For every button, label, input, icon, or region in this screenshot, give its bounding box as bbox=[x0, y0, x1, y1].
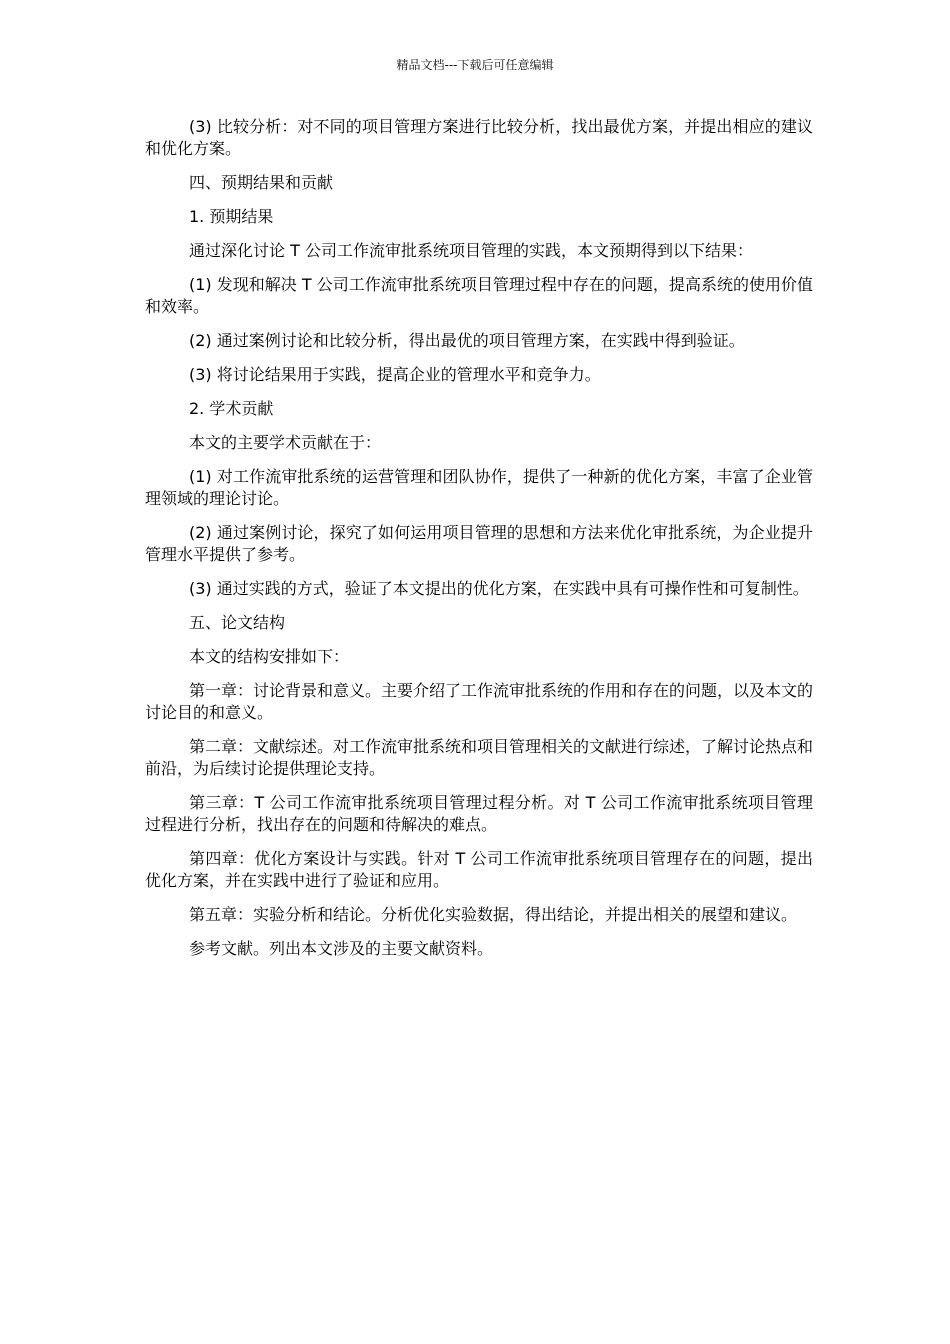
paragraph-chapter-5: 第五章：实验分析和结论。分析优化实验数据，得出结论，并提出相关的展望和建议。 bbox=[189, 905, 798, 924]
paragraph-contribution-3: (3) 通过实践的方式，验证了本文提出的优化方案，在实践中具有可操作性和可复制性。 bbox=[189, 579, 809, 598]
paragraph-intro-contribution: 本文的主要学术贡献在于： bbox=[189, 433, 382, 452]
subheading-academic-contribution: 2. 学术贡献 bbox=[189, 399, 274, 418]
section-heading-thesis-structure: 五、论文结构 bbox=[189, 613, 286, 632]
page-header: 精品文档---下载后可任意编辑 bbox=[396, 58, 554, 72]
subheading-expected-results: 1. 预期结果 bbox=[189, 207, 274, 226]
paragraph-result-2: (2) 通过案例讨论和比较分析，得出最优的项目管理方案，在实践中得到验证。 bbox=[189, 331, 745, 350]
paragraph-chapter-1: 第一章：讨论背景和意义。主要介绍了工作流审批系统的作用和存在的问题，以及本文的讨论目的和意义。 bbox=[145, 681, 814, 722]
document-body bbox=[145, 116, 813, 972]
section-heading-expected-results: 四、预期结果和贡献 bbox=[189, 173, 334, 192]
paragraph-chapter-2: 第二章：文献综述。对工作流审批系统和项目管理相关的文献进行综述，了解讨论热点和前沿，为后续讨论提供理论支持。 bbox=[145, 737, 814, 778]
paragraph-result-1: (1) 发现和解决 T 公司工作流审批系统项目管理过程中存在的问题，提高系统的使用价值和效率。 bbox=[145, 275, 813, 316]
paragraph-result-3: (3) 将讨论结果用于实践，提高企业的管理水平和竞争力。 bbox=[189, 365, 601, 384]
paragraph-chapter-3: 第三章：T 公司工作流审批系统项目管理过程分析。对 T 公司工作流审批系统项目管理过程进行分析，找出存在的问题和待解决的难点。 bbox=[145, 793, 813, 834]
paragraph-contribution-2: (2) 通过案例讨论，探究了如何运用项目管理的思想和方法来优化审批系统，为企业提升管理水平提供了参考。 bbox=[145, 523, 813, 564]
paragraph-references: 参考文献。列出本文涉及的主要文献资料。 bbox=[189, 939, 494, 958]
paragraph-intro-results: 通过深化讨论 T 公司工作流审批系统项目管理的实践，本文预期得到以下结果： bbox=[189, 241, 753, 260]
paragraph-comparison-analysis: (3) 比较分析：对不同的项目管理方案进行比较分析，找出最优方案，并提出相应的建议和优化方案。 bbox=[145, 117, 813, 158]
paragraph-structure-intro: 本文的结构安排如下： bbox=[189, 647, 350, 666]
paragraph-contribution-1: (1) 对工作流审批系统的运营管理和团队协作，提供了一种新的优化方案，丰富了企业管理领域的理论讨论。 bbox=[145, 467, 813, 508]
paragraph-chapter-4: 第四章：优化方案设计与实践。针对 T 公司工作流审批系统项目管理存在的问题，提出优化方案，并在实践中进行了验证和应用。 bbox=[145, 849, 813, 890]
